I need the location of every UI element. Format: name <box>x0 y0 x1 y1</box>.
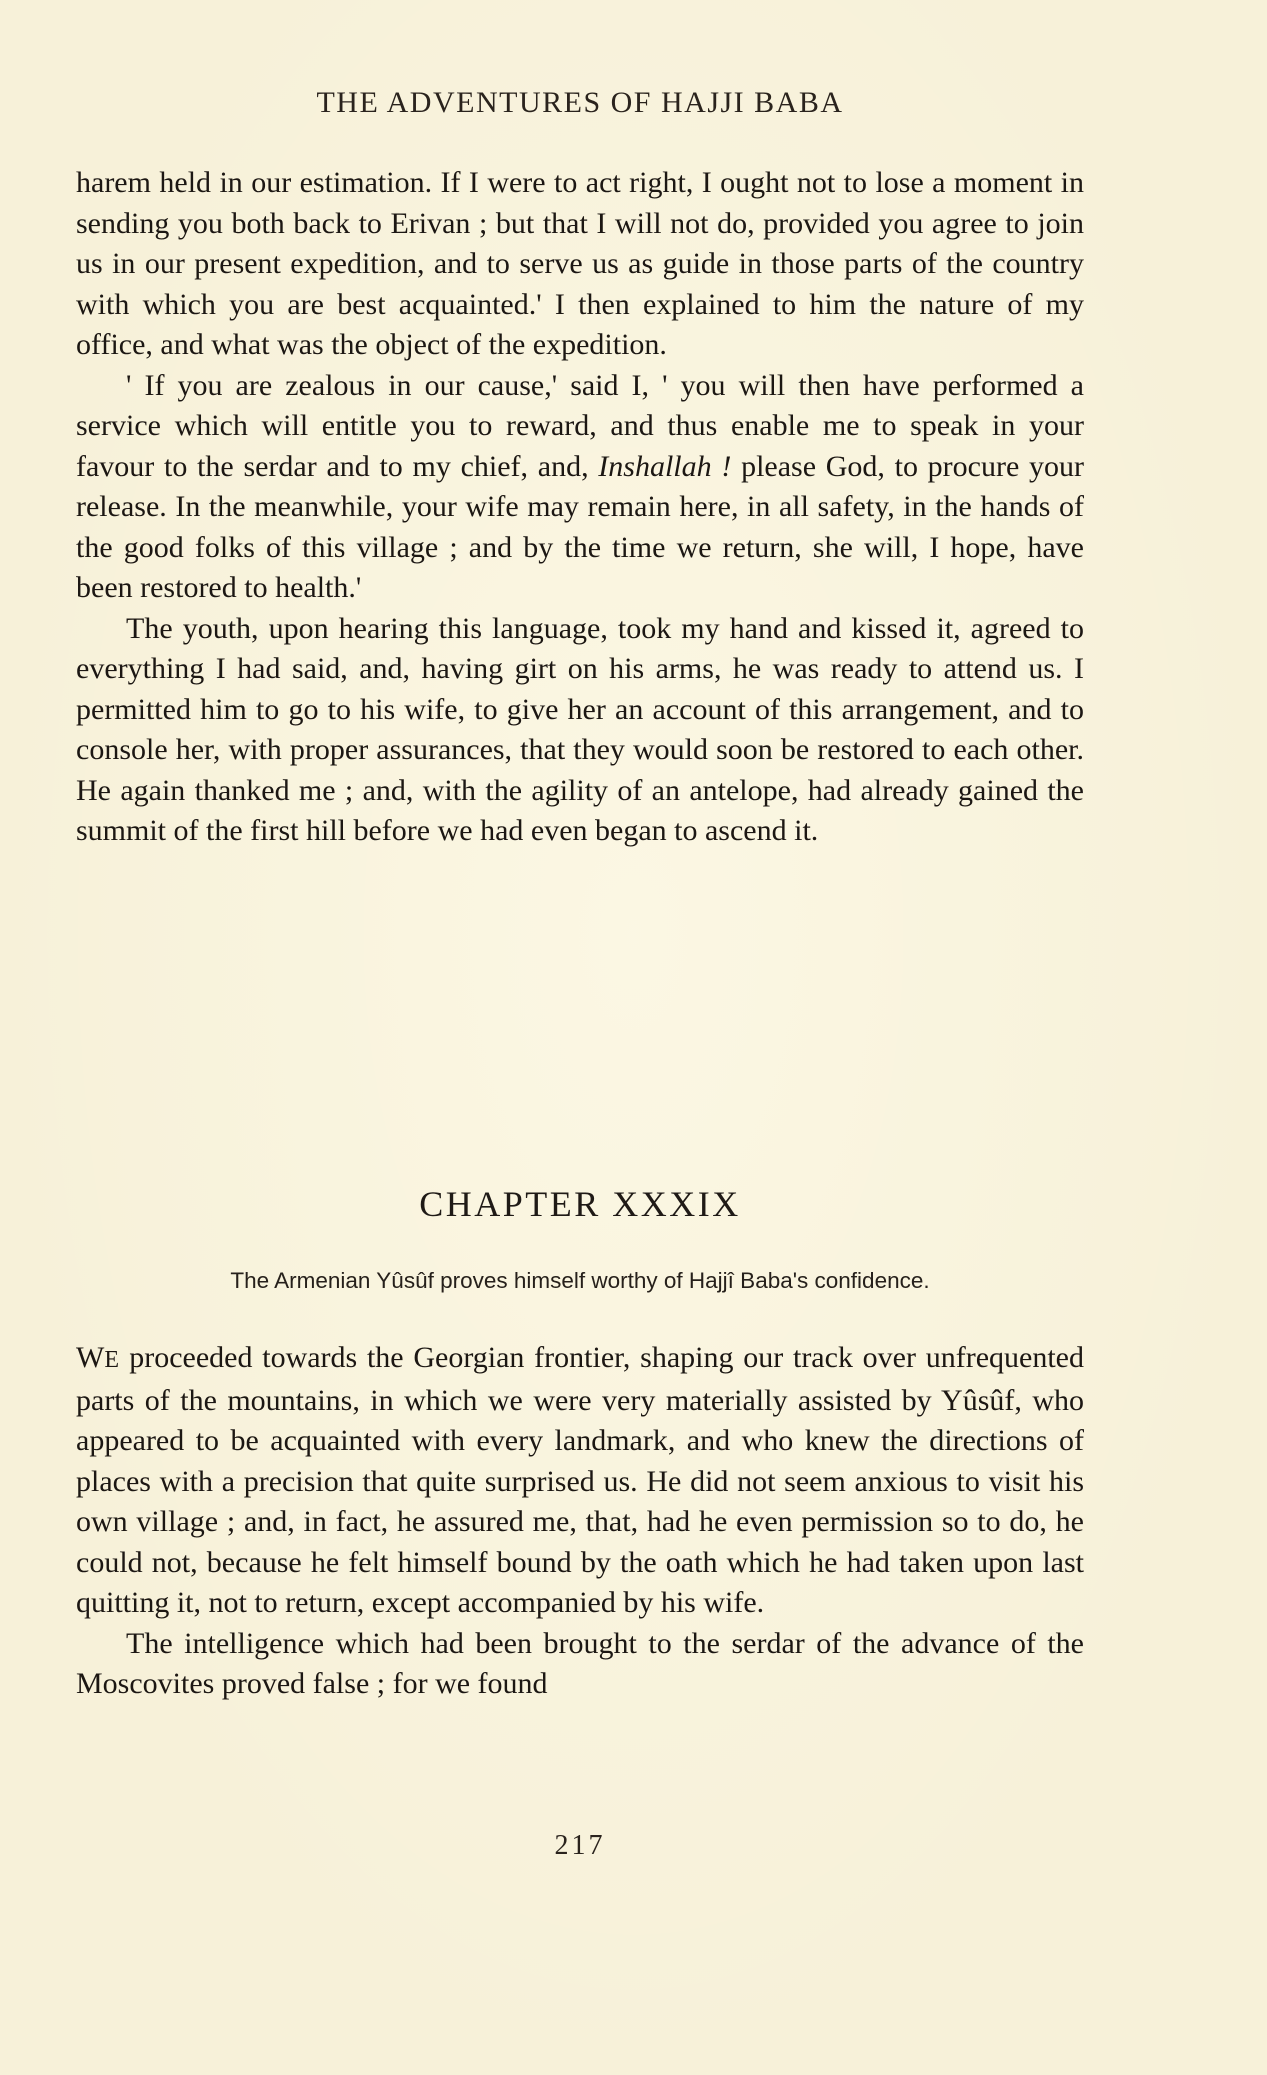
paragraph-3 <box>76 609 1084 852</box>
chapter-paragraph-2-text: The intelligence which had been brought to the serdar of the advance of the Moscovites proved false ; for we found <box>76 1626 1084 1700</box>
chapter-paragraph-2 <box>76 1624 1084 1705</box>
chapter-summary: The Armenian Yûsûf proves himself worthy of Hajjî Baba's confidence. <box>230 1268 930 1293</box>
chapter-heading: CHAPTER XXXIX <box>419 1184 741 1224</box>
paragraph-2-text-b: please God, to procure your release. In the meanwhile, your wife may remain here, in all safety, in the hands of the good folks of this village ; and by the time we return, she will, I hope, have been restored to health.' <box>76 449 1084 604</box>
chapter-paragraph-1-text: proceeded towards the Georgian frontier, shaping our track over unfrequented parts of the mountains, in which we were very materially assisted by Yûsûf, who appeared to be acquainted with every landmark, and who knew the directions of places with a precision that quite surprised us. He did not seem anxious to visit his own village ; and, in fact, he assured me, that, had he even permission so to do, he could not, because he felt himself bound by the oath which he had taken upon last quitting it, not to return, except accompanied by his wife. <box>76 1341 1084 1619</box>
paragraph-3-text: The youth, upon hearing this language, took my hand and kissed it, agreed to everything I had said, and, having girt on his arms, he was ready to attend us. I permitted him to go to his wife, to give her an account of this arrangement, and to console her, with proper assurances, that they would soon be restored to each other. He again thanked me ; and, with the agility of an antelope, had already gained the summit of the first hill before we had even began to ascend it. <box>76 611 1084 847</box>
paragraph-2-italic-phrase: Inshallah ! <box>598 449 732 483</box>
paragraph-1 <box>76 163 1084 366</box>
chapter-paragraph-1 <box>76 1338 1084 1624</box>
running-head: THE ADVENTURES OF HAJJI BABA <box>316 86 844 119</box>
top-text-block <box>76 163 1084 852</box>
paragraph-2-text-a: ' If you are zealous in our cause,' said I, ' you will then have performed a service which will entitle you to reward, and thus enable me to speak in your favour to the serdar and to my chief, and, <box>76 368 1084 483</box>
opening-initial: W <box>76 1341 105 1374</box>
page-number: 217 <box>554 1830 606 1861</box>
opening-small-caps: E <box>104 1347 120 1373</box>
chapter-text-block <box>76 1338 1084 1705</box>
paragraph-1-text: harem held in our estimation. If I were to act right, I ought not to lose a moment in sending you both back to Erivan ; but that I will not do, provided you agree to join us in our present expedition, and to serve us as guide in those parts of the country with which you are best acquainted.' I then explained to him the nature of my office, and what was the object of the expedition. <box>76 166 1084 361</box>
paragraph-2 <box>76 366 1084 609</box>
